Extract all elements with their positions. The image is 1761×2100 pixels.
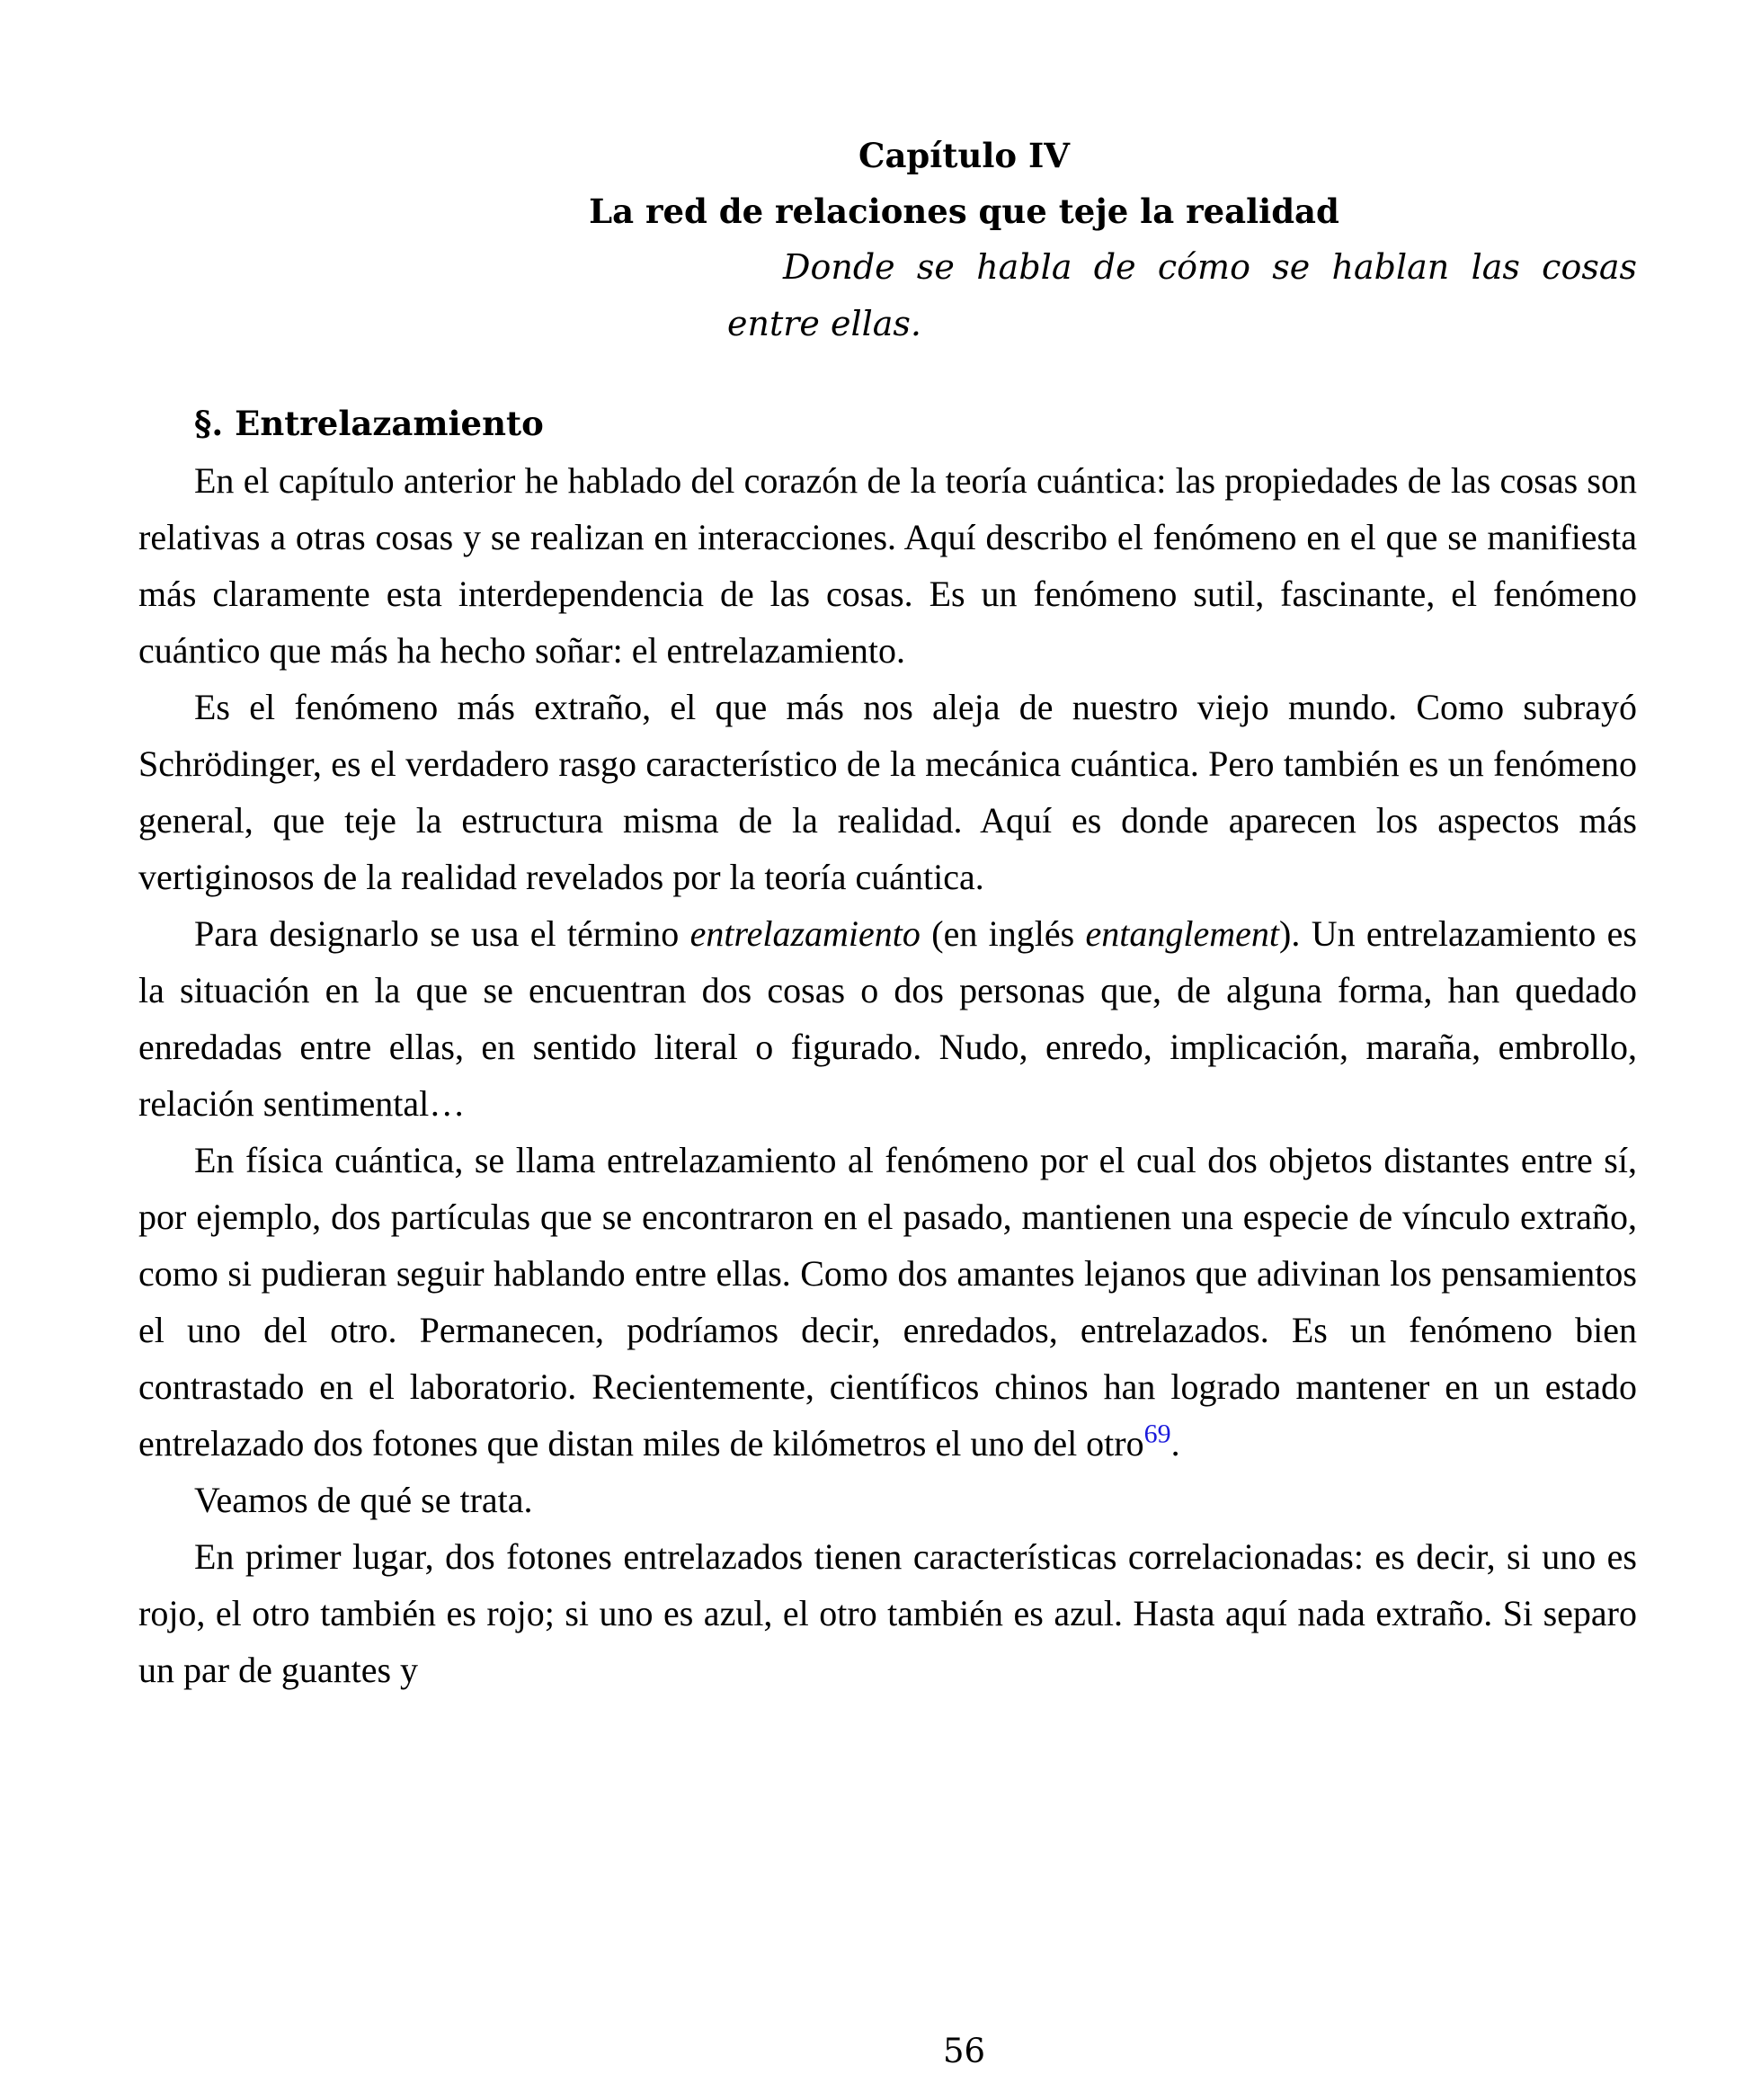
paragraph-text: (en inglés	[920, 913, 1086, 954]
footnote-reference-link[interactable]: 69	[1143, 1419, 1171, 1449]
paragraph-text: En física cuántica, se llama entrelazamiento al fenómeno por el cual dos objetos distantes entre sí, por ejemplo, dos partículas que se encontraron en el pasado, mantienen una especie de vínculo extraño, como si pudieran seguir hablando entre ellas. Como dos amantes lejanos que adivinan los pensamientos el uno del otro. Permanecen, podríamos decir, enredados, entrelazados. Es un fenómeno bien contrastado en el laboratorio. Recientemente, científicos chinos han logrado mantener en un estado entrelazado dos fotones que distan miles de kilómetros el uno del otro	[138, 1140, 1637, 1464]
paragraph-text: Para designarlo se usa el término	[194, 913, 690, 954]
paragraph-text: .	[1170, 1423, 1180, 1464]
chapter-number: Capítulo IV	[858, 136, 1070, 175]
paragraph-text: ). Un entrelazamiento es la situación en la que se encuentran dos cosas o dos personas que, de alguna forma, han quedado enredadas entre ellas, en sentido literal o figurado. Nudo, enredo, implicación, maraña, embrollo, relación sentimental…	[138, 913, 1638, 1124]
paragraph: Veamos de qué se trata.	[194, 1480, 533, 1520]
italic-term: entrelazamiento	[689, 913, 921, 954]
paragraph: En el capítulo anterior he hablado del corazón de la teoría cuántica: las propiedades de las cosas son relativas a otras cosas y se realizan en interacciones. Aquí describo el fenómeno en el que se manifiesta más claramente esta interdependencia de las cosas. Es un fenómeno sutil, fascinante, el fenómeno cuántico que más ha hecho soñar: el entrelazamiento.	[138, 460, 1637, 671]
paragraph: En primer lugar, dos fotones entrelazados tienen características correlacionadas: es decir, si uno es rojo, el otro también es rojo; si uno es azul, el otro también es azul. Hasta aquí nada extraño. Si separo un par de guantes y	[138, 1536, 1637, 1690]
section-heading: §. Entrelazamiento	[194, 404, 544, 443]
paragraph	[138, 905, 1637, 1132]
body-text	[138, 396, 1637, 1698]
italic-term: entanglement	[1085, 913, 1280, 954]
chapter-epigraph: Donde se habla de cómo se hablan las cosas entre ellas.	[727, 247, 1637, 343]
book-page	[138, 0, 1637, 2100]
paragraph	[138, 1132, 1637, 1472]
page-number: 56	[942, 2032, 986, 2070]
paragraph: Es el fenómeno más extraño, el que más nos aleja de nuestro viejo mundo. Como subrayó Schrödinger, es el verdadero rasgo característico de la mecánica cuántica. Pero también es un fenómeno general, que teje la estructura misma de la realidad. Aquí es donde aparecen los aspectos más vertiginosos de la realidad revelados por la teoría cuántica.	[138, 687, 1637, 897]
chapter-title: La red de relaciones que teje la realidad	[589, 191, 1339, 231]
